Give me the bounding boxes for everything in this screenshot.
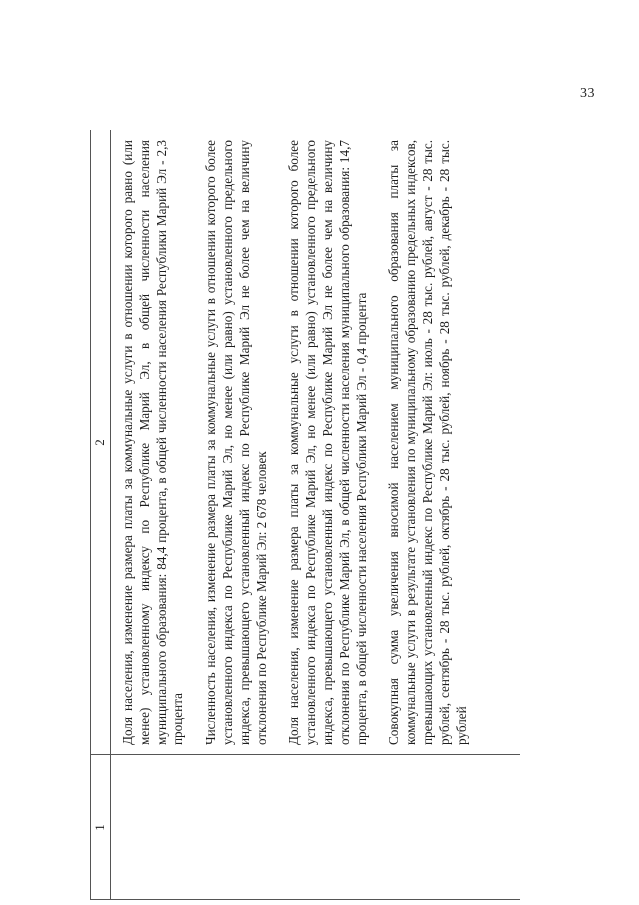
paragraph-population-above-index: Численность населения, изменение размера платы за коммунальные услуги в отношении которого более установленного индекса по Республике Марий Эл, но менее (или равно) установленного предельного индекса, превышающего установленный индекс по Республике Марий Эл не более чем на величину отклонения по Республике Марий Эл: 2 678 человек: [203, 140, 269, 745]
table-cell-text: [120, 140, 486, 745]
paragraph-share-within-index: Доля населения, изменение размера платы за коммунальные услуги в отношении которого равно (или менее) установленному индексу по Республике Марий Эл, в общей численности населения муниципального образования: 84,4 процента, в общей численности населения Республики Марий Эл - 2,3 процента: [120, 140, 186, 745]
rotated-table: [90, 130, 520, 900]
column-2-header: 2: [92, 439, 107, 446]
table-left-border: [90, 899, 520, 900]
column-1-header: 1: [92, 824, 107, 831]
column-divider: [90, 754, 520, 755]
paragraph-total-increase: Совокупная сумма увеличения вносимой населением муниципального образования платы за коммунальные услуги в результате установления по муниципальному образованию предельных индексов, превышающих установленный индекс по Республике Марий Эл: июль - 28 тыс. рублей, август - 28 тыс. рублей, сентябрь - 28 тыс. рублей, октябрь - 28 тыс. рублей, ноябрь - 28 тыс. рублей, декабрь - 28 тыс. рублей: [386, 140, 469, 745]
column-header-row: [90, 130, 111, 900]
page-number: 33: [580, 86, 595, 101]
paragraph-share-above-index: Доля населения, изменение размера платы за коммунальные услуги в отношении которого более установленного индекса по Республике Марий Эл, но менее (или равно) установленного предельного индекса, превышающего установленный индекс по Республике Марий Эл не более чем на величину отклонения по Республике Марий Эл, в общей численности населения муниципального образования: 14,7 процента, в общей численности населения Республики Марий Эл - 0,4 процента: [286, 140, 369, 745]
table-grid: [90, 130, 520, 900]
